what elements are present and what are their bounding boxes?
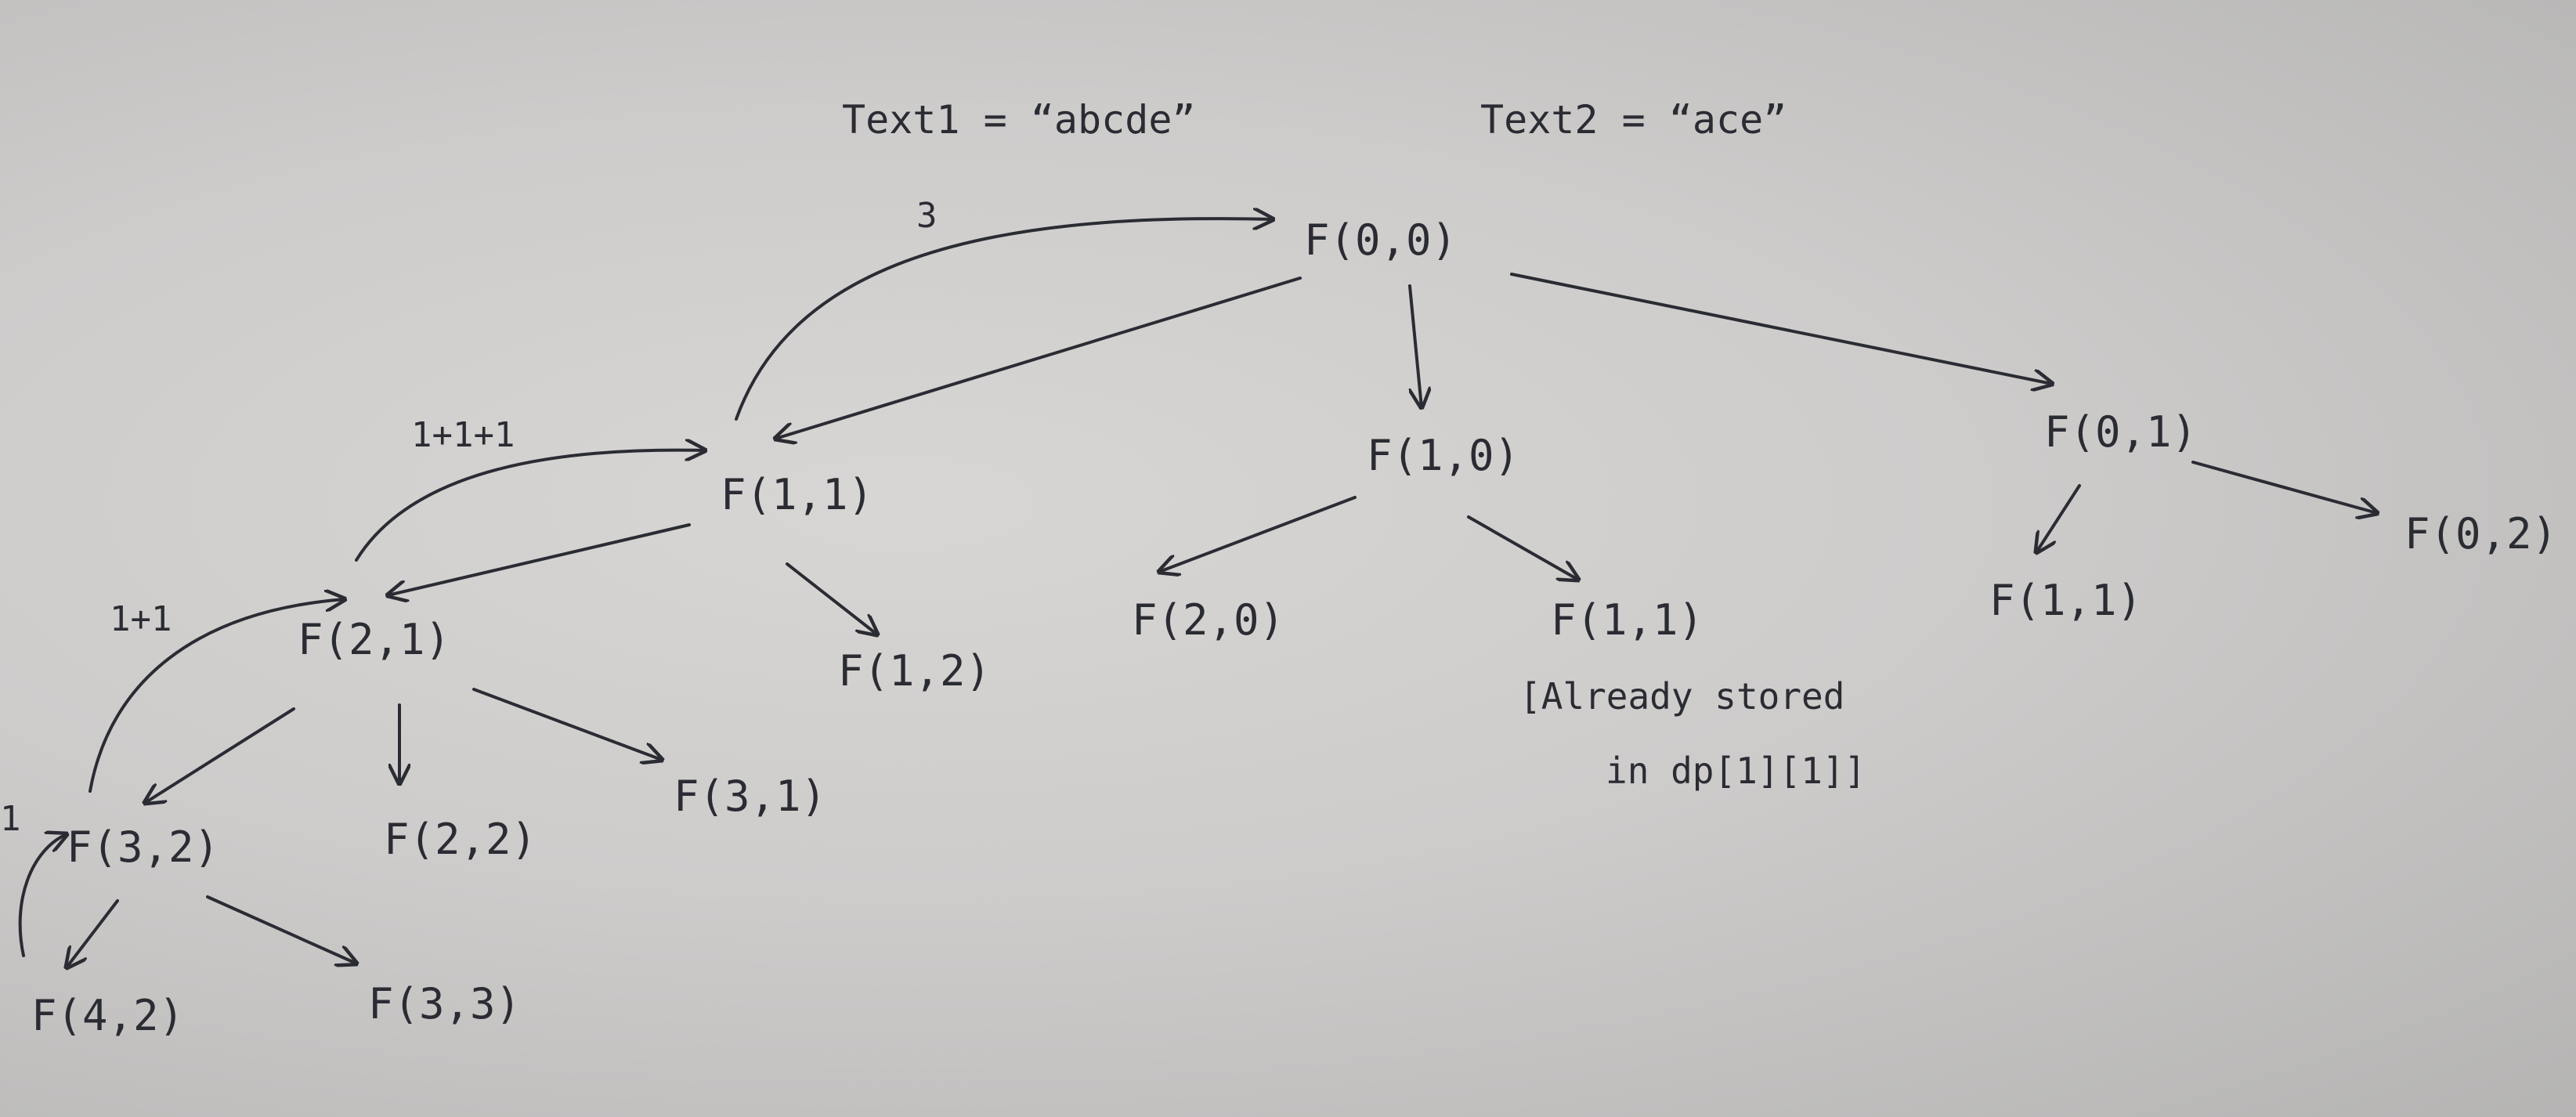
return-arc-f21-to-f11 xyxy=(356,450,705,560)
edge-f32-to-f33 xyxy=(208,897,356,963)
memo-note-line2: in dp[1][1]] xyxy=(1606,750,1866,792)
return-arc-f11-to-f00 xyxy=(736,219,1273,419)
node-f-2-0: F(2,0) xyxy=(1132,595,1285,645)
return-value-f32: 1 xyxy=(0,799,21,839)
edge-f11-to-f21 xyxy=(388,525,689,595)
node-f-3-1: F(3,1) xyxy=(674,772,827,821)
node-f-2-2: F(2,2) xyxy=(384,815,537,864)
return-value-f00: 3 xyxy=(916,196,938,236)
return-value-f21: 1+1 xyxy=(110,599,172,639)
edge-f00-to-f01 xyxy=(1512,274,2052,384)
text2-label: Text2 = “ace” xyxy=(1480,97,1787,143)
node-f-0-2: F(0,2) xyxy=(2404,509,2558,558)
node-f-2-1: F(2,1) xyxy=(298,615,451,664)
edge-f01-to-f02 xyxy=(2193,462,2377,513)
edge-f32-to-f42 xyxy=(67,901,117,967)
text1-label: Text1 = “abcde” xyxy=(842,97,1196,143)
node-f-4-2: F(4,2) xyxy=(31,991,185,1040)
node-f-0-0: F(0,0) xyxy=(1304,215,1458,265)
edge-f01-to-f11 xyxy=(2036,486,2079,552)
edge-f10-to-f20 xyxy=(1159,497,1355,572)
return-arc-f42-to-f32 xyxy=(20,834,67,956)
memo-note-line1: [Already stored xyxy=(1519,675,1845,718)
node-f-1-1-repeat: F(1,1) xyxy=(1551,595,1704,645)
node-f-1-1-leaf: F(1,1) xyxy=(1989,576,2143,625)
edge-f11-to-f12 xyxy=(787,564,877,634)
node-f-3-3: F(3,3) xyxy=(368,979,522,1028)
edge-f10-to-f11 xyxy=(1469,517,1578,580)
node-f-3-2: F(3,2) xyxy=(67,822,220,872)
node-f-0-1: F(0,1) xyxy=(2044,407,2198,457)
edge-f00-to-f10 xyxy=(1410,286,1422,407)
node-f-1-0: F(1,0) xyxy=(1367,431,1520,480)
edge-f00-to-f11 xyxy=(775,278,1300,439)
edge-f21-to-f31 xyxy=(474,689,662,760)
return-value-f11: 1+1+1 xyxy=(411,415,515,455)
node-f-1-2: F(1,2) xyxy=(838,646,992,696)
edge-f21-to-f32 xyxy=(145,709,294,803)
node-f-1-1: F(1,1) xyxy=(721,470,874,519)
